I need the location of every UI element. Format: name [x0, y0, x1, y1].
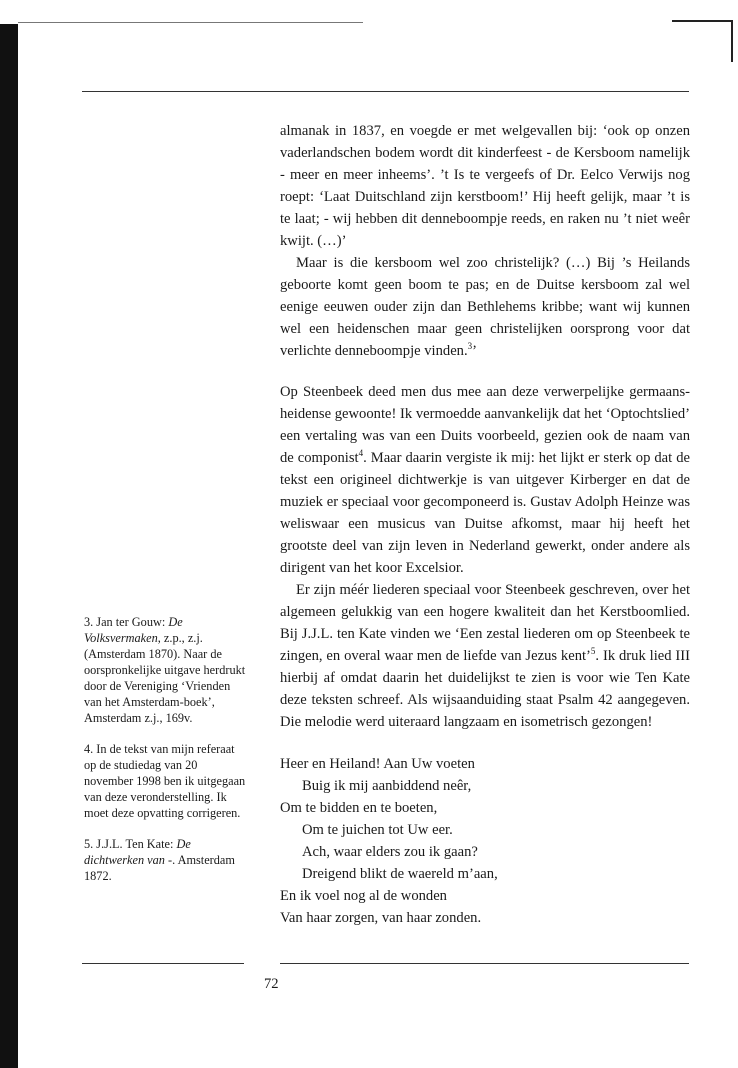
- header-rule: [82, 91, 689, 92]
- poem-line: Ach, waar elders zou ik gaan?: [302, 844, 478, 860]
- footnote-3: 3. Jan ter Gouw: De Volksvermaken, z.p., z.j. (Amsterdam 1870). Naar de oorspronkelijke uitgave herdrukt door de Vereniging ‘Vrienden van het Amsterdam-boek’, Amsterdam z.j., 169v.: [84, 615, 246, 725]
- paragraph-3: Op Steenbeek deed men dus mee aan deze verwerpelijke germaans-heidense gewoonte! Ik vermoedde aanvankelijk dat het ‘Optochtslied’ een vertaling was van een Duits voorbeeld, gezien ook de naam van de componist$^4$. Maar daarin vergiste ik mij: het lijkt er sterk op dat de tekst een origineel dichtwerkje is van uitgever Kirberger en dat de muziek er speciaal voor gecomponeerd is. Gustav Adolph Heinze was weliswaar een musicus van Duitse afkomst, maar hij heeft het grootste deel van zijn leven in Nederland gewerkt, onder andere als dirigent van het koor Excelsior.: [280, 384, 690, 576]
- footnotes-column: [84, 614, 246, 899]
- paragraph-2: Maar is die kersboom wel zoo christelijk? (…) Bij ’s Heilands geboorte komt geen boom te pas; en de Duitse kersboom zal wel eenige eeuwen ouder zijn dan Bethlehems kribbe; want wij kunnen wel een heidenschen maar geen christelijken oorsprong voor dat verlichte denneboompje vinden.$^3$’: [280, 255, 690, 359]
- scan-top-line: [18, 22, 363, 23]
- footnote-5: 5. J.J.L. Ten Kate: De dichtwerken van -. Amsterdam 1872.: [84, 837, 235, 883]
- main-text-column: [280, 120, 690, 929]
- paragraph-4: Er zijn méér liederen speciaal voor Steenbeek geschreven, over het algemeen gelukkig van een hogere kwaliteit dan het Kerstboomlied. Bij J.J.L. ten Kate vinden we ‘Een zestal liederen om op Steenbeek te zingen, en overal waar men de liefde van Jezus kent’$^5$. Ik druk lied III hierbij af omdat daarin het duidelijkst te zien is voor wie Ten Kate deze teksten schreef. Als wijsaanduiding staat Psalm 42 aangegeven. Die melodie werd uiteraard langzaam en isometrisch gezongen!: [280, 582, 690, 730]
- poem-line: Heer en Heiland! Aan Uw voeten: [280, 756, 475, 772]
- poem-line: En ik voel nog al de wonden: [280, 888, 447, 904]
- poem-line: Van haar zorgen, van haar zonden.: [280, 910, 482, 926]
- footnote-ref-5[interactable]: 5: [590, 646, 596, 657]
- scan-corner-mark-top: [672, 20, 732, 22]
- footnote-ref-4[interactable]: 4: [358, 448, 364, 459]
- footer-rule-left: [82, 963, 244, 964]
- poem-line: Om te juichen tot Uw eer.: [302, 822, 453, 838]
- footnote-4: 4. In de tekst van mijn referaat op de studiedag van 20 november 1998 ben ik uitgegaan van deze veronderstelling. Ik moet deze opvatting corrigeren.: [84, 742, 246, 820]
- poem-line: Dreigend blikt de waereld m’aan,: [302, 866, 498, 882]
- poem: [280, 753, 690, 929]
- page-number: 72: [264, 976, 279, 992]
- scan-left-edge: [0, 24, 18, 1068]
- paragraph-1: almanak in 1837, en voegde er met welgevallen bij: ‘ook op onzen vaderlandschen bodem wordt dit kinderfeest - de Kersboom namelijk - meer en meer inheems’. ’t Is te vergeefs of Dr. Eelco Verwijs nog roept: ‘Laat Duitschland zijn kerstboom!’ Hij heeft gelijk, maar ’t is te laat; - wij hebben dit denneboompje reeds, en raken nu ’t niet weêr kwijt. (…)’: [280, 123, 690, 249]
- scan-corner-mark-side: [731, 20, 733, 62]
- poem-line: Buig ik mij aanbiddend neêr,: [302, 778, 472, 794]
- poem-line: Om te bidden en te boeten,: [280, 800, 438, 816]
- footnote-ref-3[interactable]: 3: [467, 341, 473, 352]
- footer-rule-right: [280, 963, 689, 964]
